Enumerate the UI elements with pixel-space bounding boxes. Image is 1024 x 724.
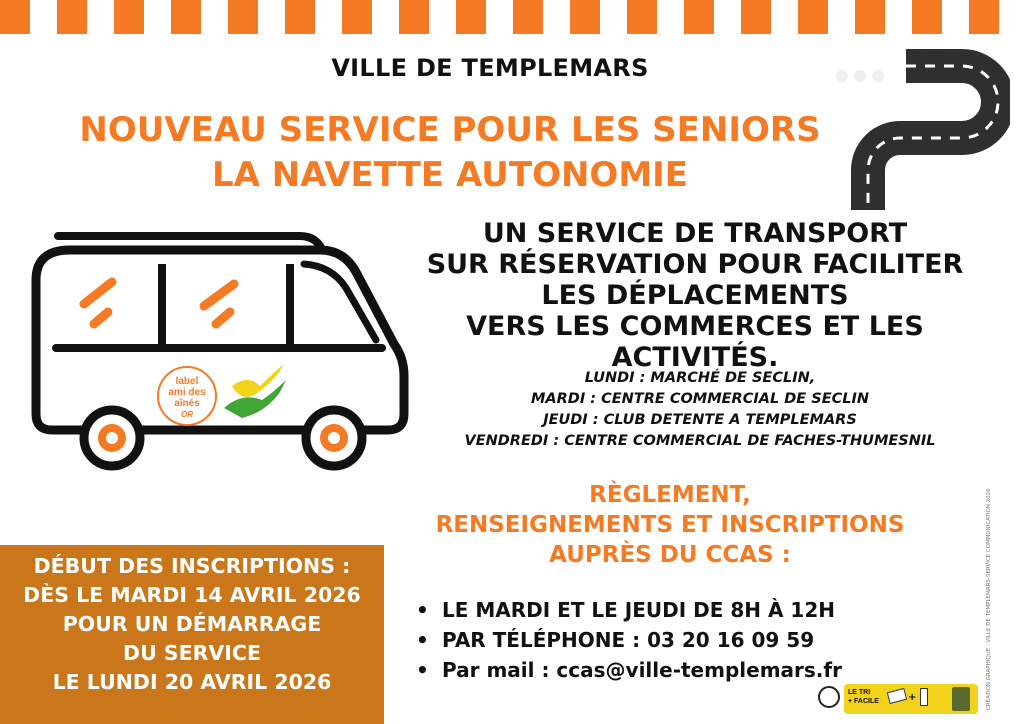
service-description [400, 218, 990, 373]
badge-line-1: label [175, 376, 199, 387]
road-icon [820, 48, 1010, 210]
intro-line: SUR RÉSERVATION POUR FACILITER [426, 249, 964, 280]
schedule-item: VENDREDI : CENTRE COMMERCIAL DE FACHES-THUMESNIL [464, 433, 936, 449]
intro-line: UN SERVICE DE TRANSPORT [482, 218, 908, 249]
city-name: VILLE DE TEMPLEMARS [331, 54, 649, 82]
title-line-2: LA NAVETTE AUTONOMIE [211, 155, 689, 195]
top-checker-border [0, 0, 1024, 36]
recycle-person-icon [818, 686, 840, 708]
info-heading-line: AUPRÈS DU CCAS : [549, 542, 791, 568]
intro-line: VERS LES COMMERCES ET LES ACTIVITÉS. [466, 311, 924, 373]
badge-line-3: aînés [174, 398, 200, 409]
registration-line: POUR UN DÉMARRAGE [62, 612, 322, 636]
schedule-item: LUNDI : MARCHÉ DE SECLIN, [584, 370, 816, 386]
badge-line-4: OR [181, 410, 193, 419]
weekly-schedule [400, 368, 1000, 452]
registration-line: DÉBUT DES INSCRIPTIONS : [33, 554, 351, 578]
intro-line: LES DÉPLACEMENTS [541, 280, 849, 311]
design-credit [986, 470, 996, 710]
registration-line: DÈS LE MARDI 14 AVRIL 2026 [23, 583, 361, 607]
registration-line: LE LUNDI 20 AVRIL 2026 [52, 670, 332, 694]
info-heading-line: RÈGLEMENT, [589, 482, 751, 508]
schedule-item: JEUDI : CLUB DETENTE A TEMPLEMARS [543, 412, 857, 428]
contact-phone[interactable]: • PAR TÉLÉPHONE : 03 20 16 09 59 [414, 625, 842, 655]
registration-box [0, 545, 384, 724]
bin-icon [952, 687, 970, 711]
registration-line: DU SERVICE [123, 641, 261, 665]
plus-icon: + [908, 692, 917, 703]
info-heading [430, 480, 910, 570]
tri-facile-logo [818, 684, 978, 716]
schedule-item: MARDI : CENTRE COMMERCIAL DE SECLIN [530, 391, 870, 407]
minibus-illustration [28, 224, 418, 480]
tri-line-2: + FACILE [848, 698, 879, 705]
contact-list [414, 595, 842, 685]
info-heading-line: RENSEIGNEMENTS ET INSCRIPTIONS [435, 512, 905, 538]
contact-hours: • LE MARDI ET LE JEUDI DE 8H À 12H [414, 595, 842, 625]
title-line-1: NOUVEAU SERVICE POUR LES SENIORS [79, 110, 821, 150]
label-ami-des-aines-badge [157, 366, 217, 426]
tri-line-1: LE TRI [848, 689, 871, 696]
badge-line-2: ami des [168, 387, 206, 398]
contact-email[interactable]: • Par mail : ccas@ville-templemars.fr [414, 655, 842, 685]
tube-icon [920, 688, 928, 706]
credit-text: CRÉATION GRAPHIQUE : VILLE DE TEMPLEMARS-SERVICE COMMUNICATION 2026 [986, 488, 992, 710]
